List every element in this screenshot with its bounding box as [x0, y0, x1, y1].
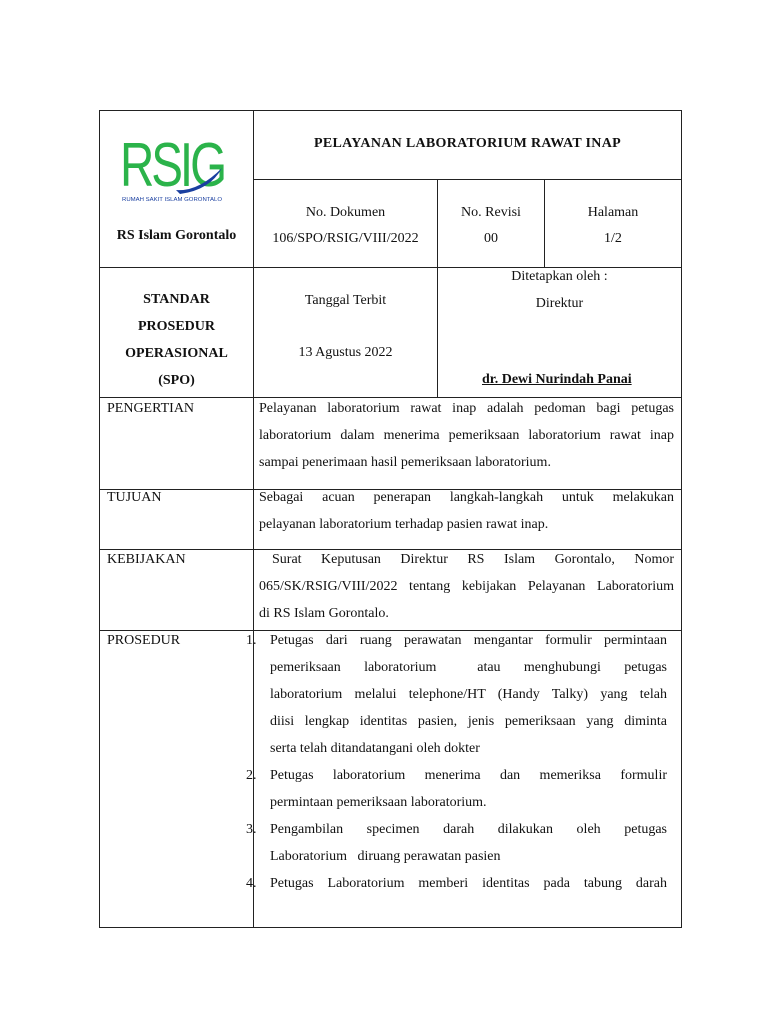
prosedur-item-number: 2.	[246, 768, 257, 783]
prosedur-item-3-line-1: Pengambilan specimen darah dilakukan oleh petugas	[270, 822, 667, 837]
issue-date-label: Tanggal Terbit	[304, 293, 387, 308]
approved-by-label: Ditetapkan oleh :	[511, 269, 608, 284]
prosedur-item-number: 3.	[246, 822, 257, 837]
prosedur-item-1-line-3: laboratorium melalui telephone/HT (Handy Talky) yang telah	[270, 687, 667, 702]
prosedur-item-2-line-2: permintaan pemeriksaan laboratorium.	[270, 795, 487, 810]
approved-by-role: Direktur	[535, 296, 584, 311]
prosedur-item-2-line-1: Petugas laboratorium menerima dan memeriksa formulir	[270, 768, 667, 783]
revision-label: No. Revisi	[461, 205, 521, 220]
kebijakan-line-2: 065/SK/RSIG/VIII/2022 tentang kebijakan Pelayanan Laboratorium	[259, 579, 674, 594]
spo-title-line-2: PROSEDUR	[137, 319, 215, 334]
issue-date-value: 13 Agustus 2022	[298, 345, 393, 360]
page-label: Halaman	[587, 205, 639, 220]
approved-by-name: dr. Dewi Nurindah Panai	[482, 372, 632, 387]
hospital-logo	[118, 128, 228, 208]
prosedur-item-number: 4.	[246, 876, 257, 891]
prosedur-item-3-line-2: Laboratorium diruang perawatan pasien	[270, 849, 501, 864]
doc-number-value: 106/SPO/RSIG/VIII/2022	[272, 231, 419, 246]
kebijakan-line-1: Surat Keputusan Direktur RS Islam Gorontalo, Nomor	[272, 552, 674, 567]
doc-number-label: No. Dokumen	[305, 205, 386, 220]
svg-text:RSIG: RSIG	[120, 131, 224, 200]
kebijakan-line-3: di RS Islam Gorontalo.	[259, 606, 389, 621]
prosedur-item-4-line-1: Petugas Laboratorium memberi identitas pada tabung darah	[270, 876, 667, 891]
tujuan-line-1: Sebagai acuan penerapan langkah-langkah untuk melakukan	[259, 490, 674, 505]
prosedur-item-1-line-4: diisi lengkap identitas pasien, jenis pemeriksaan yang diminta	[270, 714, 667, 729]
section-label-tujuan: TUJUAN	[107, 490, 162, 505]
section-label-prosedur: PROSEDUR	[107, 633, 181, 648]
prosedur-item-1-line-2: pemeriksaan laboratorium atau menghubungi petugas	[270, 660, 667, 675]
spo-title-line-4: (SPO)	[158, 373, 195, 388]
spo-title-line-3: OPERASIONAL	[125, 346, 228, 361]
tujuan-line-2: pelayanan laboratorium terhadap pasien rawat inap.	[259, 517, 549, 532]
pengertian-line-2: laboratorium dalam menerima pemeriksaan laboratorium rawat inap	[259, 428, 674, 443]
page-value: 1/2	[604, 231, 622, 246]
rsig-logo-icon	[118, 128, 228, 208]
prosedur-item-number: 1.	[246, 633, 257, 648]
hospital-name: RS Islam Gorontalo	[116, 228, 237, 243]
section-label-pengertian: PENGERTIAN	[107, 401, 195, 416]
svg-text:RUMAH SAKIT ISLAM GORONTALO: RUMAH SAKIT ISLAM GORONTALO	[122, 197, 223, 203]
document-title: PELAYANAN LABORATORIUM RAWAT INAP	[314, 136, 621, 151]
pengertian-line-3: sampai penerimaan hasil pemeriksaan laboratorium.	[259, 455, 551, 470]
spo-title-line-1: STANDAR	[143, 292, 210, 307]
prosedur-item-1-line-1: Petugas dari ruang perawatan mengantar formulir permintaan	[270, 633, 667, 648]
revision-value: 00	[484, 231, 498, 246]
section-label-kebijakan: KEBIJAKAN	[107, 552, 186, 567]
prosedur-item-1-line-5: serta telah ditandatangani oleh dokter	[270, 741, 480, 756]
pengertian-line-1: Pelayanan laboratorium rawat inap adalah pedoman bagi petugas	[259, 401, 674, 416]
